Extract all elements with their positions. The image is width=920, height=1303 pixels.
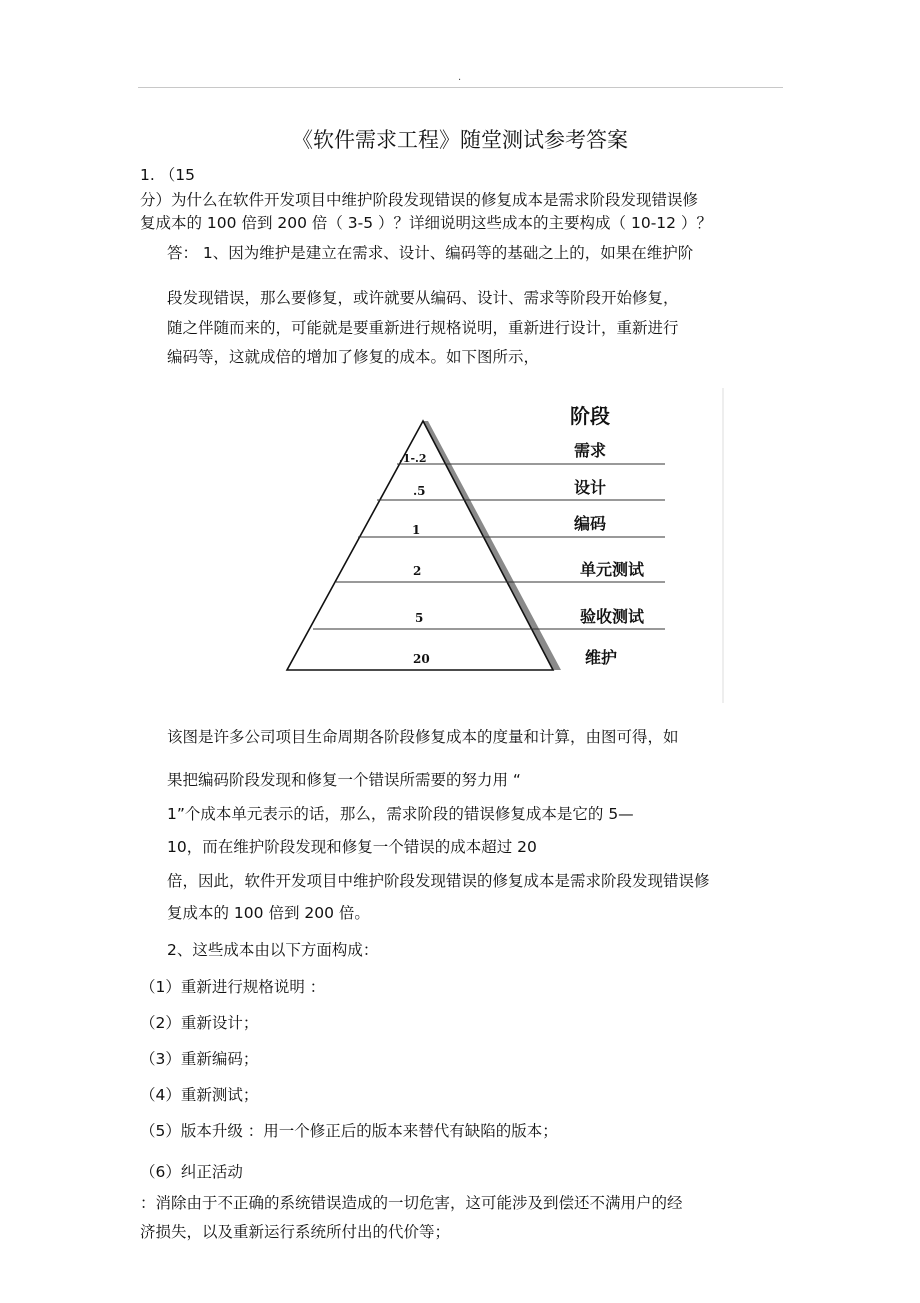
stage-label-2: 设计 — [574, 478, 607, 497]
cost-label-6: 20 — [413, 652, 430, 666]
answer-line-2: 段发现错误，那么要修复，或许就要从编码、设计、需求等阶段开始修复， — [167, 289, 679, 307]
cost-item-3: （3）重新编码； — [140, 1050, 259, 1068]
page-title: 《软件需求工程》随堂测试参考答案 — [292, 128, 628, 152]
answer-line-3: 随之伴随而来的，可能就是要重新进行规格说明，重新进行设计，重新进行 — [167, 319, 679, 337]
question-line-2: 分）为什么在软件开发项目中维护阶段发现错误的修复成本是需求阶段发现错误修 — [140, 191, 699, 209]
cost-item-4: （4）重新测试； — [140, 1086, 259, 1104]
cost-item-5: （5）版本升级 ：用一个修正后的版本来替代有缺陷的版本； — [140, 1122, 558, 1140]
question-line-1: 1. （15 — [140, 166, 195, 184]
stage-label-5: 验收测试 — [580, 607, 645, 626]
cost-label-2: .5 — [413, 484, 426, 498]
answer-line-4: 编码等，这就成倍的增加了修复的成本。如下图所示， — [167, 348, 540, 366]
explanation-line-1: 该图是许多公司项目生命周期各阶段修复成本的度量和计算，由图可得，如 — [167, 728, 679, 746]
stage-header: 阶段 — [570, 404, 610, 428]
stage-label-1: 需求 — [574, 441, 607, 460]
cost-label-4: 2 — [413, 564, 422, 578]
explanation-line-3: 1”个成本单元表示的话，那么，需求阶段的错误修复成本是它的 5— — [167, 805, 634, 823]
cost-item-6-detail-2: 济损失，以及重新运行系统所付出的代价等； — [140, 1223, 451, 1241]
question-line-3: 复成本的 100 倍到 200 倍（ 3-5 ）？详细说明这些成本的主要构成（ 10-12 ）？ — [140, 214, 712, 232]
stage-label-6: 维护 — [585, 648, 618, 667]
explanation-line-2: 果把编码阶段发现和修复一个错误所需要的努力用 “ — [167, 771, 521, 789]
stage-label-4: 单元测试 — [580, 560, 645, 579]
answer-line-1: 答： 1、因为维护是建立在需求、设计、编码等的基础之上的，如果在维护阶 — [167, 244, 694, 262]
cost-item-2: （2）重新设计； — [140, 1014, 259, 1032]
header-divider — [138, 87, 783, 88]
cost-label-5: 5 — [415, 611, 424, 625]
cost-label-1: .1-.2 — [399, 452, 427, 465]
cost-item-6-detail-1: ：消除由于不正确的系统错误造成的一切危害，这可能涉及到偿还不满用户的经 — [140, 1194, 683, 1212]
explanation-line-6: 复成本的 100 倍到 200 倍。 — [167, 904, 370, 922]
header-mark: . — [458, 72, 462, 83]
part2-intro: 2、这些成本由以下方面构成： — [167, 941, 379, 959]
stage-label-3: 编码 — [574, 514, 607, 533]
explanation-line-4: 10，而在维护阶段发现和修复一个错误的成本超过 20 — [167, 838, 537, 856]
cost-item-6: （6）纠正活动 — [140, 1163, 243, 1181]
cost-pyramid-figure — [280, 388, 730, 708]
cost-item-1: （1）重新进行规格说明 ： — [140, 978, 326, 996]
cost-label-3: 1 — [412, 523, 421, 537]
explanation-line-5: 倍，因此，软件开发项目中维护阶段发现错误的修复成本是需求阶段发现错误修 — [167, 872, 710, 890]
